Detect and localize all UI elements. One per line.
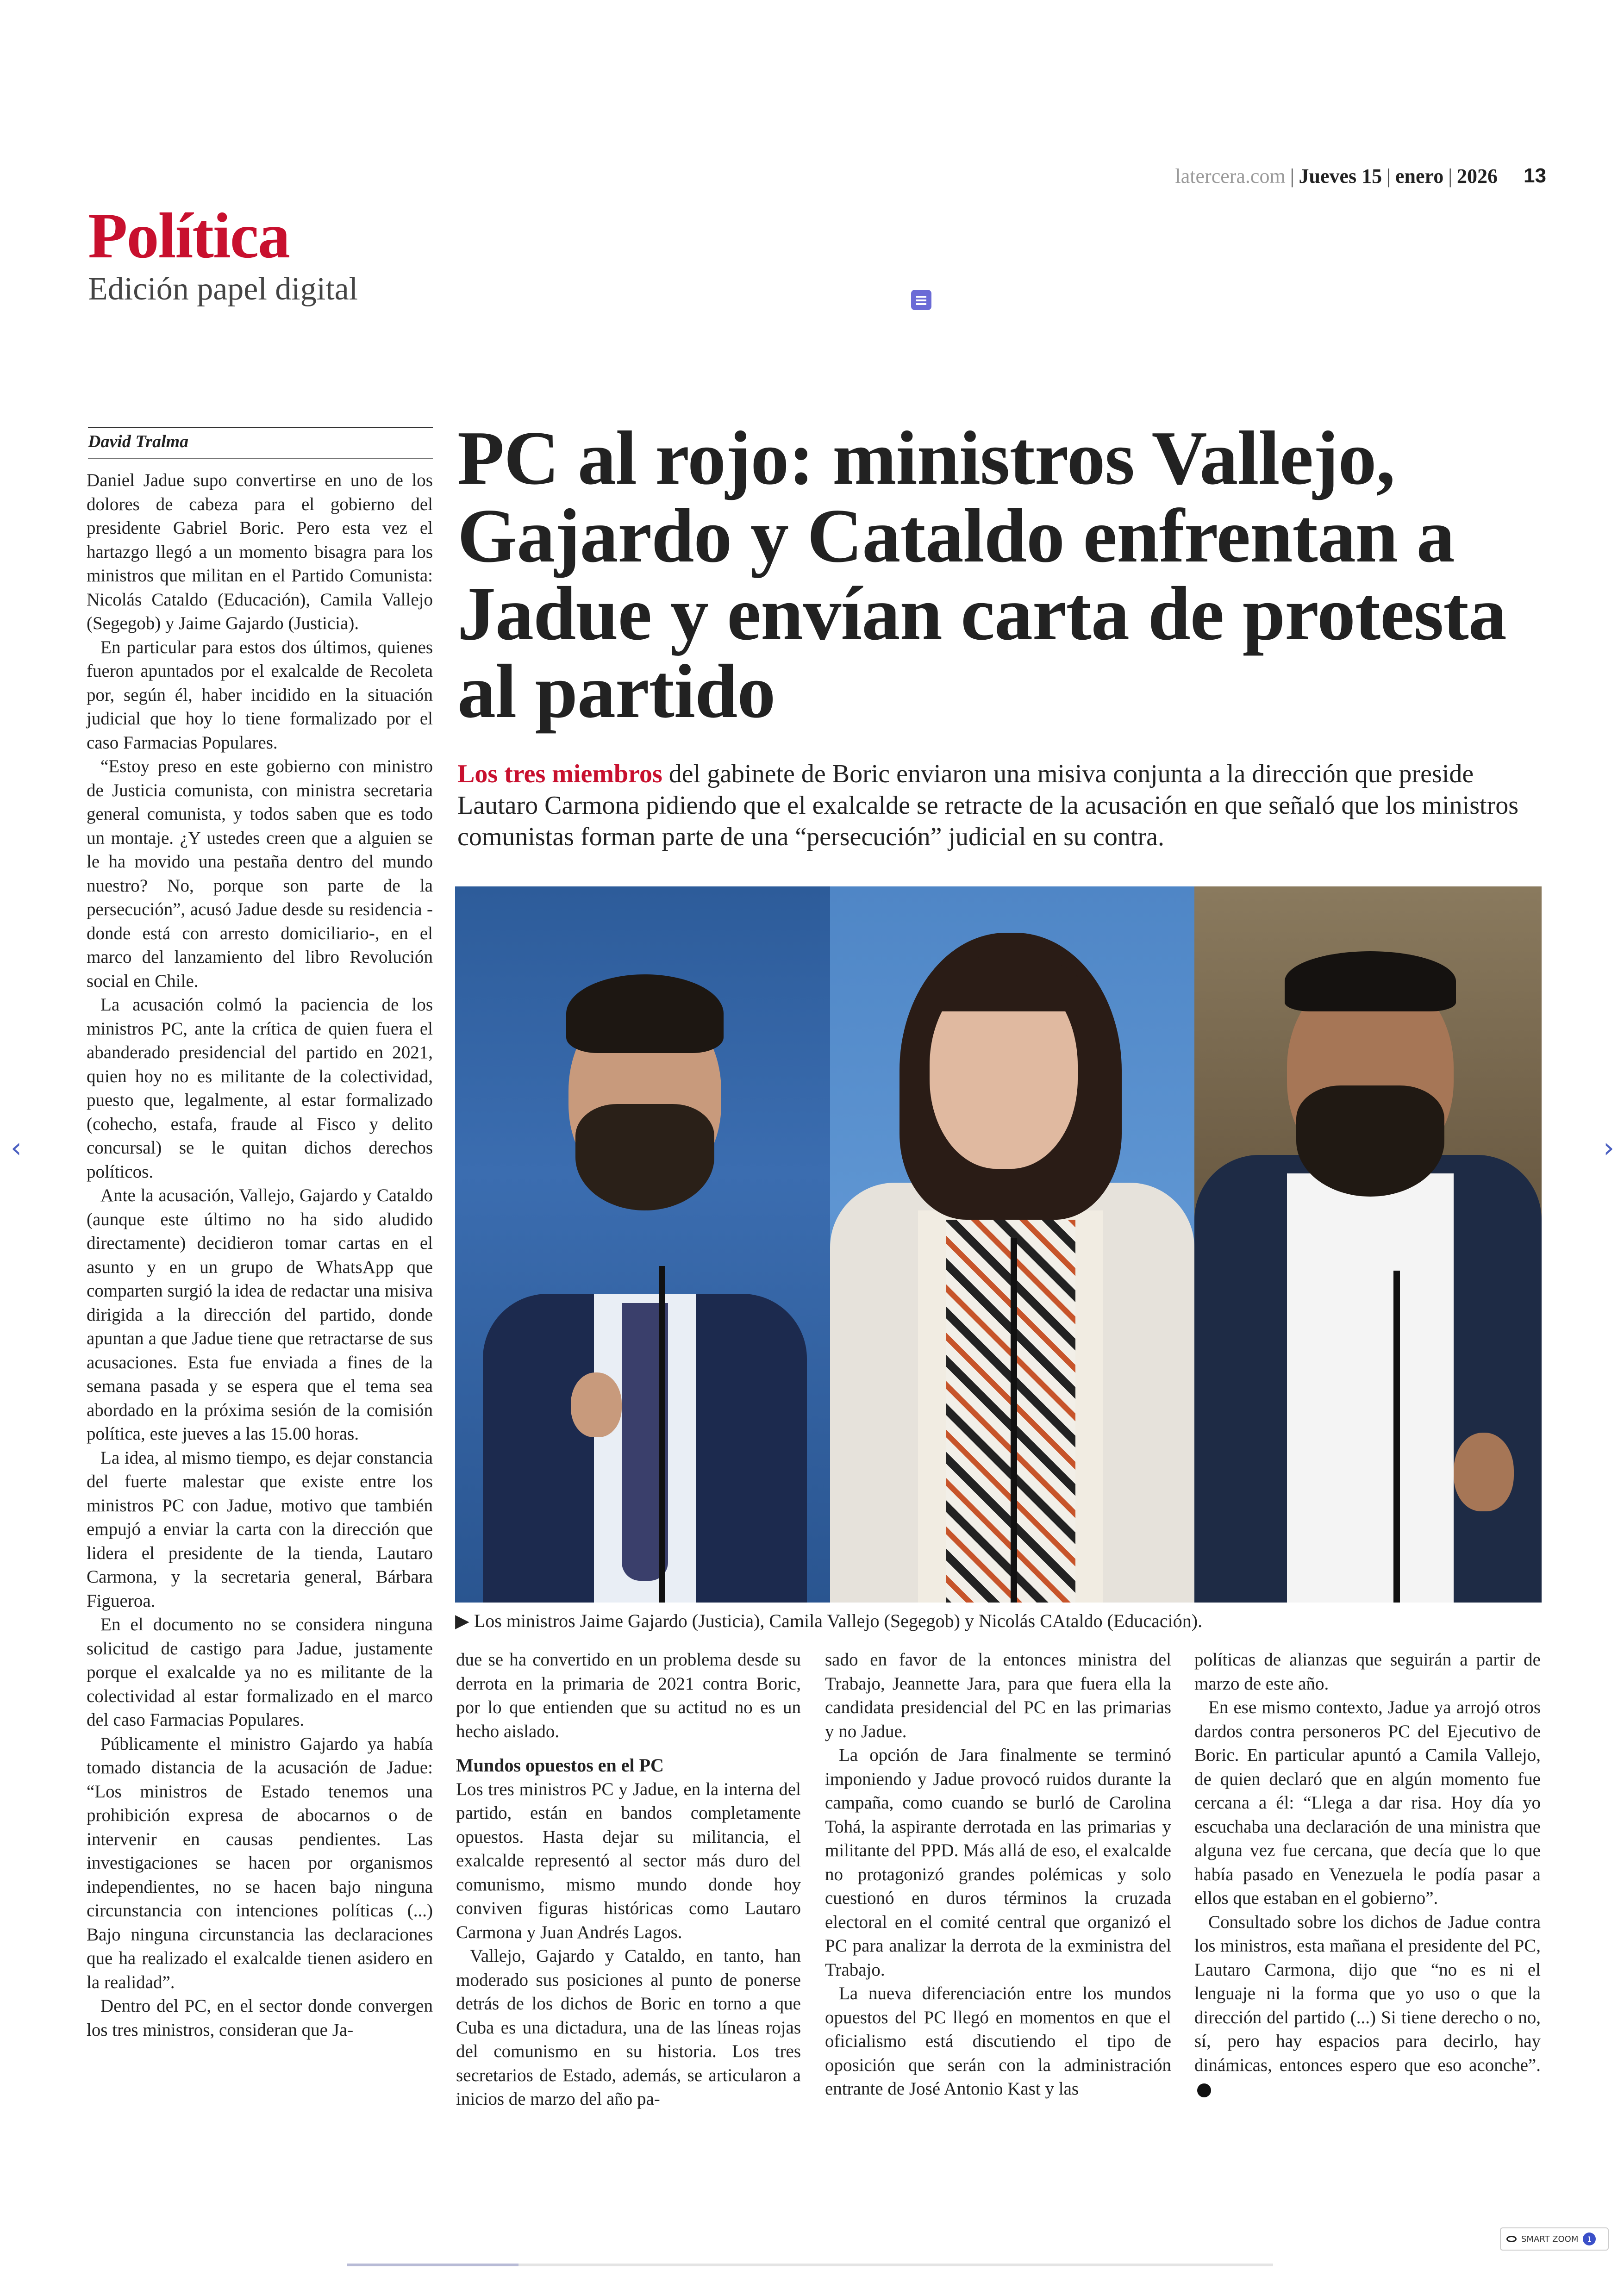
body-column-3 [825,1648,1171,2101]
separator: | [1387,164,1391,187]
paragraph: “Estoy preso en este gobierno con ministro de Justicia comunista, con ministra secretaria general comunista, y todos saben que es todo un montaje. ¿Y ustedes creen que a alguien se le ha movido una pestaña dentro del mundo nuestro? No, porque son parte de la persecución”, acusó Jadue desde su residencia -donde está con arresto domiciliario-, en el marco del lanzamiento del libro Revolución social en Chile. [87,756,433,991]
paragraph: Daniel Jadue supo convertirse en uno de los dolores de cabeza para el gobierno del presidente Gabriel Boric. Pero esta vez el hartazgo llegó a un momento bisagra para los ministros que militan en el Partido Comunista: Nicolás Cataldo (Educación), Camila Vallejo (Segegob) y Jaime Gajardo (Justicia). [87,470,433,633]
paragraph-text: Consultado sobre los dichos de Jadue contra los ministros, esta mañana el presidente del PC, Lautaro Carmona, dijo que “no es ni el lenguaje ni la forma que yo uso o que la dirección del partido (...) Si tiene derecho o no, sí, pero hay espacios para decirlo, hay dinámicas, entonces espero que eso aconche”. [1194,1912,1541,2075]
paragraph: políticas de alianzas que seguirán a partir de marzo de este año. [1194,1650,1541,1694]
paragraph: Ante la acusación, Vallejo, Gajardo y Cataldo (aunque este último no ha sido aludido directamente) decidieron tomar cartas en el asunto y en un grupo de WhatsApp que comparten surgió la idea de redactar una misiva dirigida a la dirección del partido, donde apuntan a que Jadue tiene que retractarse de sus acusaciones. Esta fue enviada a fines de la semana pasada y se espera que el tema sea abordado en la próxima sesión de la comisión política, este jueves a las 15.00 horas. [87,1185,433,1444]
photo-camila-vallejo [830,886,1194,1603]
separator: | [1448,164,1453,187]
lede-lead: Los tres miembros [457,760,662,788]
smart-zoom-label: SMART ZOOM [1521,2234,1579,2244]
headline: PC al rojo: ministros Vallejo, Gajardo y Cataldo enfrentan a Jadue y envían carta de protesta al partido [457,415,1506,734]
paragraph: Públicamente el ministro Gajardo ya había tomado distancia de la acusación de Jadue: “Los ministros de Estado tenemos una prohibición expresa de abocarnos o de intervenir en causas pendientes. Las investigaciones se hacen por organismos independientes, no se hacen bajo ninguna circunstancia con intenciones políticas (...) Bajo ninguna circunstancia las declaraciones que ha realizado el exalcalde tienen asidero en la realidad”. [87,1734,433,1992]
paragraph: La nueva diferenciación entre los mundos opuestos del PC llegó en momentos en que el oficialismo está discutiendo el tipo de oposición que serán con la administración entrante de José Antonio Kast y las [825,1983,1171,2099]
paragraph: sado en favor de la entonces ministra del Trabajo, Jeannette Jara, para que fuera ella la candidata presidencial del PC en las primarias y no Jadue. [825,1650,1171,1741]
body-column-4 [1194,1648,1541,2101]
note-icon[interactable] [911,290,931,310]
paragraph: due se ha convertido en un problema desde su derrota en la primaria de 2021 contra Boric, por lo que entienden que su actitud no es un hecho aislado. [456,1650,801,1741]
separator: | [1290,164,1294,187]
paragraph: La idea, al mismo tiempo, es dejar constancia del fuerte malestar que existe entre los ministros PC con Jadue, motivo que también empujó a enviar la carta con la dirección que lidera el presidente de la tienda, Lautaro Carmona, y la secretaria general, Bárbara Figueroa. [87,1447,433,1611]
paragraph: Dentro del PC, en el sector donde convergen los tres ministros, consideran que Ja- [87,1996,433,2040]
page-scroll-thumb[interactable] [347,2264,518,2266]
date-month: enero [1395,164,1444,187]
chevron-left-icon[interactable]: ‹ [11,1132,22,1164]
section-title: Política [88,200,289,272]
eye-icon [1506,2236,1517,2242]
photo-nicolas-cataldo [1194,886,1542,1603]
body-column-2 [456,1648,801,2111]
paragraph: La opción de Jara finalmente se terminó imponiendo y Jadue provocó ruidos durante la campaña, como cuando se burló de Carolina Tohá, la aspirante derrotada en las primarias y militante del PPD. Más allá de eso, el exalcalde no protagonizó grandes polémicas y solo cuestionó en duros términos la cruzada electoral en el comité central que organizó el PC para analizar la derrota de la exministra del Trabajo. [825,1745,1171,1980]
paragraph: En el documento no se considera ninguna solicitud de castigo para Jadue, justamente porque el exalcalde ya no es militante de la colectividad al estar formalizado en el marco del caso Farmacias Populares. [87,1615,433,1730]
subheading: Mundos opuestos en el PC [456,1755,664,1776]
page-number: 13 [1524,164,1546,187]
paragraph: Vallejo, Gajardo y Cataldo, en tanto, han moderado sus posiciones al punto de ponerse detrás de los dichos de Boric en torno a que Cuba es una dictadura, una de las líneas rojas del comunismo en su historia. Los tres secretarios de Estado, además, se articularon a inicios de marzo del año pa- [456,1946,801,2109]
smart-zoom-button[interactable] [1500,2227,1609,2251]
date-day: Jueves 15 [1299,164,1382,187]
byline-rule [88,458,433,459]
paragraph: En ese mismo contexto, Jadue ya arrojó otros dardos contra personeros PC del Ejecutivo de Boric. En particular apuntó a Camila Vallejo, de quien declaró que en algún momento fue cercana a él: “Llega a dar risa. Hoy día yo escuchaba una declaración de una ministra que alguna vez fue cercana, que decía que lo que había pasado en Venezuela le podía pasar a ellos que estaban en el gobierno”. [1194,1697,1541,1908]
site-name: latercera.com [1175,164,1286,187]
body-column-1 [87,468,433,2042]
smart-zoom-badge: 1 [1583,2233,1596,2245]
photo-caption: ▶ Los ministros Jaime Gajardo (Justicia), Camila Vallejo (Segegob) y Nicolás CAtaldo (Educación). [455,1610,1203,1631]
paragraph: La acusación colmó la paciencia de los ministros PC, ante la crítica de quien fuera el abanderado presidencial del partido en 2021, quien hoy no es militante de la colectividad, puesto que, legalmente, al estar formalizado (cohecho, estafa, fraude al Fisco y delito concursal) se le quitan dichos derechos políticos. [87,995,433,1182]
date-year: 2026 [1457,164,1498,187]
section-subtitle: Edición papel digital [88,271,358,307]
photo-jaime-gajardo [455,886,830,1603]
chevron-right-icon[interactable]: › [1603,1132,1614,1164]
lede [457,758,1550,853]
paragraph: Los tres ministros PC y Jadue, en la interna del partido, están en bandos completamente opuestos. Hasta dejar su militancia, el exalcalde representó al sector más duro del comunismo, mismo mundo donde hoy conviven figuras históricas como Lautaro Carmona y Juan Andrés Lagos. [456,1779,801,1942]
byline-rule [88,427,433,428]
photo-strip [455,886,1542,1603]
masthead [1143,160,1546,192]
byline: David Tralma [88,432,189,451]
end-mark-icon [1197,2083,1211,2097]
paragraph [1194,1910,1541,2101]
paragraph: En particular para estos dos últimos, quienes fueron apuntados por el exalcalde de Recoleta por, según él, haber incidido en la situación judicial que hoy lo tiene formalizado por el caso Farmacias Populares. [87,637,433,753]
lede-text: del gabinete de Boric enviaron una misiva conjunta a la dirección que preside Lautaro Carmona pidiendo que el exalcalde se retracte de la acusación en que señaló que los ministros comunistas forman parte de una “persecución” judicial en su contra. [457,760,1519,851]
